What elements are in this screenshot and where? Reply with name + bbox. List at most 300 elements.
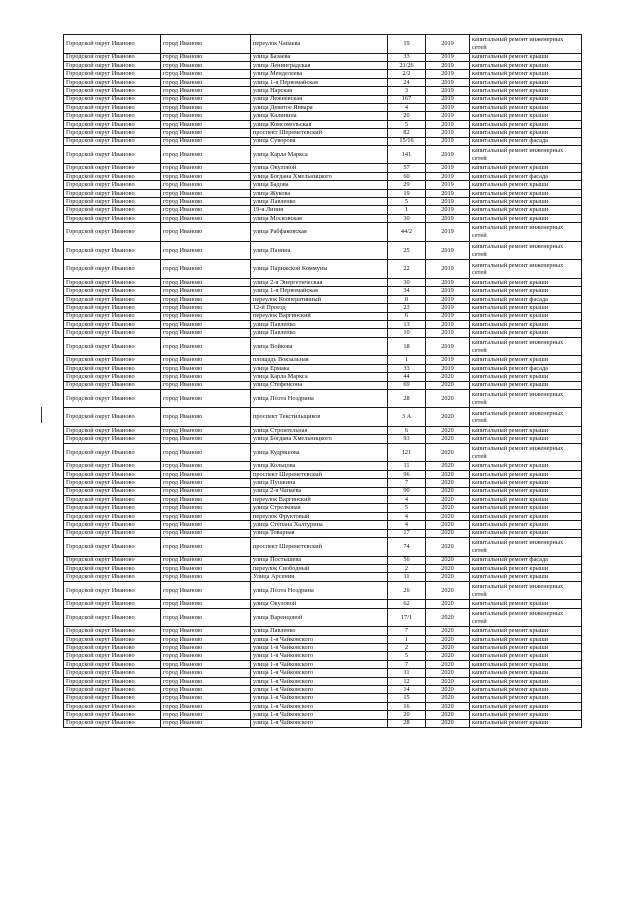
house-number-cell: 90	[388, 487, 426, 495]
municipality-cell: Городской округ Иваново	[64, 581, 161, 600]
municipality-cell: Городской округ Иваново	[64, 564, 161, 572]
year-cell: 2020	[426, 702, 470, 710]
street-cell: переулок Чапаева	[251, 35, 388, 54]
work-type-cell: капитальный ремонт крыши	[470, 462, 582, 470]
municipality-cell: Городской округ Иваново	[64, 172, 161, 180]
table-row	[64, 581, 582, 600]
city-cell: город Иваново	[161, 137, 251, 145]
municipality-cell: Городской округ Иваново	[64, 496, 161, 504]
house-number-cell: 4	[388, 496, 426, 504]
table-row	[64, 389, 582, 408]
table-row	[64, 702, 582, 710]
table-row	[64, 462, 582, 470]
table-row	[64, 260, 582, 279]
year-cell: 2020	[426, 608, 470, 627]
work-type-cell: капитальный ремонт крыши	[470, 95, 582, 103]
municipality-cell: Городской округ Иваново	[64, 462, 161, 470]
city-cell: город Иваново	[161, 61, 251, 69]
city-cell: город Иваново	[161, 512, 251, 520]
house-number-cell: 10	[388, 329, 426, 337]
municipality-cell: Городской округ Иваново	[64, 112, 161, 120]
municipality-cell: Городской округ Иваново	[64, 512, 161, 520]
city-cell: город Иваново	[161, 145, 251, 164]
city-cell: город Иваново	[161, 669, 251, 677]
city-cell: город Иваново	[161, 443, 251, 462]
municipality-cell: Городской округ Иваново	[64, 70, 161, 78]
year-cell: 2019	[426, 320, 470, 328]
work-type-cell: капитальный ремонт крыши	[470, 181, 582, 189]
street-cell: 19-я Линия	[251, 206, 388, 214]
house-number-cell: 11	[388, 573, 426, 581]
year-cell: 2020	[426, 373, 470, 381]
street-cell: улица Панина	[251, 241, 388, 260]
city-cell: город Иваново	[161, 435, 251, 443]
city-cell: город Иваново	[161, 652, 251, 660]
year-cell: 2019	[426, 78, 470, 86]
year-cell: 2019	[426, 103, 470, 111]
work-type-cell: капитальный ремонт крыши	[470, 427, 582, 435]
house-number-cell: 33	[388, 364, 426, 372]
year-cell: 2020	[426, 427, 470, 435]
year-cell: 2019	[426, 61, 470, 69]
city-cell: город Иваново	[161, 53, 251, 61]
street-cell: улица Калинина	[251, 112, 388, 120]
table-row	[64, 677, 582, 685]
house-number-cell: 2	[388, 564, 426, 572]
city-cell: город Иваново	[161, 70, 251, 78]
house-number-cell: 3	[388, 87, 426, 95]
house-number-cell: 7	[388, 479, 426, 487]
table-row	[64, 329, 582, 337]
year-cell: 2019	[426, 223, 470, 242]
city-cell: город Иваново	[161, 719, 251, 727]
table-row	[64, 320, 582, 328]
house-number-cell: 167	[388, 95, 426, 103]
table-row	[64, 189, 582, 197]
year-cell: 2020	[426, 686, 470, 694]
year-cell: 2020	[426, 504, 470, 512]
work-type-cell: капитальный ремонт крыши	[470, 435, 582, 443]
city-cell: город Иваново	[161, 644, 251, 652]
table-row	[64, 312, 582, 320]
work-type-cell: капитальный ремонт крыши	[470, 164, 582, 172]
table-row	[64, 496, 582, 504]
house-number-cell: 19	[388, 35, 426, 54]
municipality-cell: Городской округ Иваново	[64, 87, 161, 95]
municipality-cell: Городской округ Иваново	[64, 356, 161, 364]
street-cell: улица Кудряшова	[251, 443, 388, 462]
city-cell: город Иваново	[161, 172, 251, 180]
year-cell: 2019	[426, 181, 470, 189]
year-cell: 2019	[426, 70, 470, 78]
municipality-cell: Городской округ Иваново	[64, 373, 161, 381]
table-row	[64, 70, 582, 78]
street-cell: улица Парижской Коммуны	[251, 260, 388, 279]
municipality-cell: Городской округ Иваново	[64, 711, 161, 719]
house-number-cell: 5	[388, 120, 426, 128]
street-cell: улица 1-я Чайковского	[251, 652, 388, 660]
city-cell: город Иваново	[161, 660, 251, 668]
street-cell: 12-й Проезд	[251, 304, 388, 312]
year-cell: 2019	[426, 206, 470, 214]
city-cell: город Иваново	[161, 408, 251, 427]
municipality-cell: Городской округ Иваново	[64, 677, 161, 685]
street-cell: улица 1-я Первомайская	[251, 287, 388, 295]
year-cell: 2020	[426, 644, 470, 652]
house-number-cell: 69	[388, 381, 426, 389]
municipality-cell: Городской округ Иваново	[64, 427, 161, 435]
year-cell: 2019	[426, 129, 470, 137]
work-type-cell: капитальный ремонт крыши	[470, 644, 582, 652]
house-number-cell: 13	[388, 320, 426, 328]
municipality-cell: Городской округ Иваново	[64, 95, 161, 103]
city-cell: город Иваново	[161, 556, 251, 564]
work-type-cell: капитальный ремонт крыши	[470, 120, 582, 128]
city-cell: город Иваново	[161, 260, 251, 279]
work-type-cell: капитальный ремонт крыши	[470, 677, 582, 685]
city-cell: город Иваново	[161, 677, 251, 685]
work-type-cell: капитальный ремонт крыши	[470, 304, 582, 312]
house-number-cell: 20	[388, 112, 426, 120]
year-cell: 2019	[426, 189, 470, 197]
house-number-cell: 7	[388, 660, 426, 668]
house-number-cell: 17	[388, 529, 426, 537]
street-cell: улица 1-я Чайковского	[251, 644, 388, 652]
municipality-cell: Городской округ Иваново	[64, 627, 161, 635]
year-cell: 2020	[426, 556, 470, 564]
work-type-cell: капитальный ремонт крыши	[470, 635, 582, 643]
table-row	[64, 529, 582, 537]
municipality-cell: Городской округ Иваново	[64, 260, 161, 279]
house-number-cell: 4	[388, 512, 426, 520]
street-cell: улица Павленко	[251, 198, 388, 206]
house-number-cell: 1	[388, 206, 426, 214]
house-number-cell: 74	[388, 537, 426, 556]
municipality-cell: Городской округ Иваново	[64, 556, 161, 564]
table-row	[64, 686, 582, 694]
work-type-cell: капитальный ремонт крыши	[470, 320, 582, 328]
table-row	[64, 364, 582, 372]
street-cell: улица 1-я Чайковского	[251, 677, 388, 685]
city-cell: город Иваново	[161, 529, 251, 537]
municipality-cell: Городской округ Иваново	[64, 600, 161, 608]
work-type-cell: капитальный ремонт крыши	[470, 70, 582, 78]
house-number-cell: 3 А	[388, 408, 426, 427]
house-number-cell: 141	[388, 145, 426, 164]
street-cell: улица Пушкина	[251, 479, 388, 487]
city-cell: город Иваново	[161, 635, 251, 643]
work-type-cell: капитальный ремонт фасада	[470, 172, 582, 180]
work-type-cell: капитальный ремонт крыши	[470, 521, 582, 529]
house-number-cell: 44/2	[388, 223, 426, 242]
year-cell: 2019	[426, 260, 470, 279]
street-cell: проспект Текстильщиков	[251, 408, 388, 427]
house-number-cell: 2	[388, 644, 426, 652]
municipality-cell: Городской округ Иваново	[64, 137, 161, 145]
house-number-cell: 1	[388, 356, 426, 364]
work-type-cell: капитальный ремонт крыши	[470, 78, 582, 86]
street-cell: Улица Арсения	[251, 573, 388, 581]
municipality-cell: Городской округ Иваново	[64, 214, 161, 222]
city-cell: город Иваново	[161, 487, 251, 495]
street-cell: проспект Шереметевский	[251, 537, 388, 556]
table-row	[64, 87, 582, 95]
year-cell: 2020	[426, 529, 470, 537]
municipality-cell: Городской округ Иваново	[64, 608, 161, 627]
house-number-cell: 16	[388, 702, 426, 710]
city-cell: город Иваново	[161, 600, 251, 608]
work-type-cell: капитальный ремонт инженерных сетей	[470, 408, 582, 427]
work-type-cell: капитальный ремонт крыши	[470, 652, 582, 660]
municipality-cell: Городской округ Иваново	[64, 206, 161, 214]
work-type-cell: капитальный ремонт крыши	[470, 214, 582, 222]
street-cell: улица Постышева	[251, 556, 388, 564]
work-type-cell: капитальный ремонт крыши	[470, 129, 582, 137]
work-type-cell: капитальный ремонт фасада	[470, 137, 582, 145]
year-cell: 2019	[426, 214, 470, 222]
municipality-cell: Городской округ Иваново	[64, 479, 161, 487]
house-number-cell: 5	[388, 504, 426, 512]
street-cell: улица Нарская	[251, 87, 388, 95]
house-number-cell: 23	[388, 304, 426, 312]
city-cell: город Иваново	[161, 95, 251, 103]
work-type-cell: капитальный ремонт инженерных сетей	[470, 145, 582, 164]
table-row	[64, 512, 582, 520]
municipality-cell: Городской округ Иваново	[64, 61, 161, 69]
table-row	[64, 627, 582, 635]
city-cell: город Иваново	[161, 686, 251, 694]
street-cell: улица 1-я Чайковского	[251, 660, 388, 668]
house-number-cell: 12	[388, 677, 426, 685]
work-type-cell: капитальный ремонт крыши	[470, 487, 582, 495]
house-number-cell: 25	[388, 241, 426, 260]
table-row	[64, 103, 582, 111]
work-type-cell: капитальный ремонт инженерных сетей	[470, 389, 582, 408]
house-number-cell: 7	[388, 627, 426, 635]
city-cell: город Иваново	[161, 427, 251, 435]
work-type-cell: капитальный ремонт крыши	[470, 103, 582, 111]
house-number-cell: 21/26	[388, 61, 426, 69]
year-cell: 2020	[426, 564, 470, 572]
work-type-cell: капитальный ремонт фасада	[470, 364, 582, 372]
street-cell: улица Стрелковая	[251, 504, 388, 512]
year-cell: 2019	[426, 112, 470, 120]
year-cell: 2019	[426, 120, 470, 128]
year-cell: 2020	[426, 669, 470, 677]
street-cell: улица Ермака	[251, 364, 388, 372]
house-number-cell: 60	[388, 172, 426, 180]
year-cell: 2019	[426, 137, 470, 145]
city-cell: город Иваново	[161, 198, 251, 206]
municipality-cell: Городской округ Иваново	[64, 287, 161, 295]
city-cell: город Иваново	[161, 373, 251, 381]
work-type-cell: капитальный ремонт крыши	[470, 711, 582, 719]
work-type-cell: капитальный ремонт крыши	[470, 373, 582, 381]
municipality-cell: Городской округ Иваново	[64, 504, 161, 512]
city-cell: город Иваново	[161, 564, 251, 572]
year-cell: 2019	[426, 35, 470, 54]
year-cell: 2020	[426, 635, 470, 643]
municipality-cell: Городской округ Иваново	[64, 145, 161, 164]
city-cell: город Иваново	[161, 223, 251, 242]
municipality-cell: Городской округ Иваново	[64, 364, 161, 372]
year-cell: 2019	[426, 356, 470, 364]
city-cell: город Иваново	[161, 521, 251, 529]
registry-body	[64, 35, 582, 728]
street-cell: улица Жукова	[251, 189, 388, 197]
year-cell: 2020	[426, 435, 470, 443]
municipality-cell: Городской округ Иваново	[64, 408, 161, 427]
municipality-cell: Городской округ Иваново	[64, 78, 161, 86]
year-cell: 2020	[426, 487, 470, 495]
year-cell: 2019	[426, 164, 470, 172]
municipality-cell: Городской округ Иваново	[64, 537, 161, 556]
repair-registry-table	[63, 34, 582, 728]
street-cell: переулок Варгинский	[251, 312, 388, 320]
year-cell: 2019	[426, 329, 470, 337]
work-type-cell: капитальный ремонт крыши	[470, 496, 582, 504]
city-cell: город Иваново	[161, 504, 251, 512]
city-cell: город Иваново	[161, 304, 251, 312]
year-cell: 2020	[426, 462, 470, 470]
street-cell: улица 2-я Энергетическая	[251, 279, 388, 287]
street-cell: проспект Шереметевский	[251, 470, 388, 478]
year-cell: 2020	[426, 479, 470, 487]
municipality-cell: Городской округ Иваново	[64, 521, 161, 529]
table-row	[64, 669, 582, 677]
municipality-cell: Городской округ Иваново	[64, 573, 161, 581]
municipality-cell: Городской округ Иваново	[64, 120, 161, 128]
year-cell: 2020	[426, 581, 470, 600]
table-row	[64, 694, 582, 702]
work-type-cell: капитальный ремонт инженерных сетей	[470, 537, 582, 556]
house-number-cell: 4	[388, 521, 426, 529]
street-cell: улица Павленко	[251, 320, 388, 328]
year-cell: 2020	[426, 512, 470, 520]
city-cell: город Иваново	[161, 181, 251, 189]
street-cell: улица Поэта Ноздрина	[251, 389, 388, 408]
work-type-cell: капитальный ремонт крыши	[470, 627, 582, 635]
street-cell: улица 1-я Первомайская	[251, 78, 388, 86]
work-type-cell: капитальный ремонт крыши	[470, 287, 582, 295]
table-row	[64, 504, 582, 512]
work-type-cell: капитальный ремонт фасада	[470, 556, 582, 564]
work-type-cell: капитальный ремонт крыши	[470, 512, 582, 520]
table-row	[64, 564, 582, 572]
street-cell: улица Комсомольская	[251, 120, 388, 128]
table-row	[64, 181, 582, 189]
house-number-cell: 57	[388, 164, 426, 172]
house-number-cell: 28	[388, 719, 426, 727]
year-cell: 2019	[426, 364, 470, 372]
table-row	[64, 223, 582, 242]
municipality-cell: Городской округ Иваново	[64, 53, 161, 61]
table-row	[64, 35, 582, 54]
house-number-cell: 14	[388, 686, 426, 694]
city-cell: город Иваново	[161, 35, 251, 54]
house-number-cell: 17/1	[388, 608, 426, 627]
street-cell: площадь Вокзальная	[251, 356, 388, 364]
municipality-cell: Городской округ Иваново	[64, 312, 161, 320]
table-row	[64, 78, 582, 86]
street-cell: проспект Шереметевский	[251, 129, 388, 137]
street-cell: переулок Фруктовый	[251, 512, 388, 520]
table-row	[64, 120, 582, 128]
work-type-cell: капитальный ремонт крыши	[470, 61, 582, 69]
city-cell: город Иваново	[161, 295, 251, 303]
street-cell: улица 1-я Чайковского	[251, 702, 388, 710]
street-cell: улица Девятое Января	[251, 103, 388, 111]
street-cell: улица Павленко	[251, 329, 388, 337]
year-cell: 2020	[426, 627, 470, 635]
municipality-cell: Городской округ Иваново	[64, 660, 161, 668]
city-cell: город Иваново	[161, 214, 251, 222]
year-cell: 2019	[426, 312, 470, 320]
house-number-cell: 11	[388, 462, 426, 470]
house-number-cell: 26	[388, 581, 426, 600]
city-cell: город Иваново	[161, 694, 251, 702]
street-cell: улица 2-я Чапаева	[251, 487, 388, 495]
year-cell: 2020	[426, 443, 470, 462]
work-type-cell: капитальный ремонт крыши	[470, 573, 582, 581]
table-row	[64, 241, 582, 260]
work-type-cell: капитальный ремонт крыши	[470, 87, 582, 95]
municipality-cell: Городской округ Иваново	[64, 487, 161, 495]
house-number-cell: 28	[388, 389, 426, 408]
year-cell: 2020	[426, 600, 470, 608]
table-row	[64, 608, 582, 627]
table-row	[64, 652, 582, 660]
year-cell: 2019	[426, 198, 470, 206]
city-cell: город Иваново	[161, 462, 251, 470]
municipality-cell: Городской округ Иваново	[64, 435, 161, 443]
municipality-cell: Городской округ Иваново	[64, 694, 161, 702]
year-cell: 2019	[426, 53, 470, 61]
street-cell: улица Бадова	[251, 181, 388, 189]
street-cell: улица Павленко	[251, 627, 388, 635]
city-cell: город Иваново	[161, 164, 251, 172]
work-type-cell: капитальный ремонт крыши	[470, 53, 582, 61]
year-cell: 2019	[426, 87, 470, 95]
municipality-cell: Городской округ Иваново	[64, 241, 161, 260]
street-cell: улица Менделеева	[251, 70, 388, 78]
city-cell: город Иваново	[161, 356, 251, 364]
municipality-cell: Городской округ Иваново	[64, 181, 161, 189]
house-number-cell: 82	[388, 129, 426, 137]
work-type-cell: капитальный ремонт крыши	[470, 312, 582, 320]
work-type-cell: капитальный ремонт крыши	[470, 504, 582, 512]
table-row	[64, 521, 582, 529]
house-number-cell: 8	[388, 295, 426, 303]
city-cell: город Иваново	[161, 581, 251, 600]
table-row	[64, 443, 582, 462]
year-cell: 2020	[426, 694, 470, 702]
work-type-cell: капитальный ремонт крыши	[470, 381, 582, 389]
municipality-cell: Городской округ Иваново	[64, 644, 161, 652]
house-number-cell: 19	[388, 189, 426, 197]
table-row	[64, 635, 582, 643]
city-cell: город Иваново	[161, 337, 251, 356]
city-cell: город Иваново	[161, 364, 251, 372]
street-cell: улица Рабфаковская	[251, 223, 388, 242]
city-cell: город Иваново	[161, 711, 251, 719]
table-row	[64, 719, 582, 727]
table-row	[64, 112, 582, 120]
year-cell: 2020	[426, 660, 470, 668]
municipality-cell: Городской округ Иваново	[64, 129, 161, 137]
year-cell: 2020	[426, 381, 470, 389]
year-cell: 2020	[426, 496, 470, 504]
